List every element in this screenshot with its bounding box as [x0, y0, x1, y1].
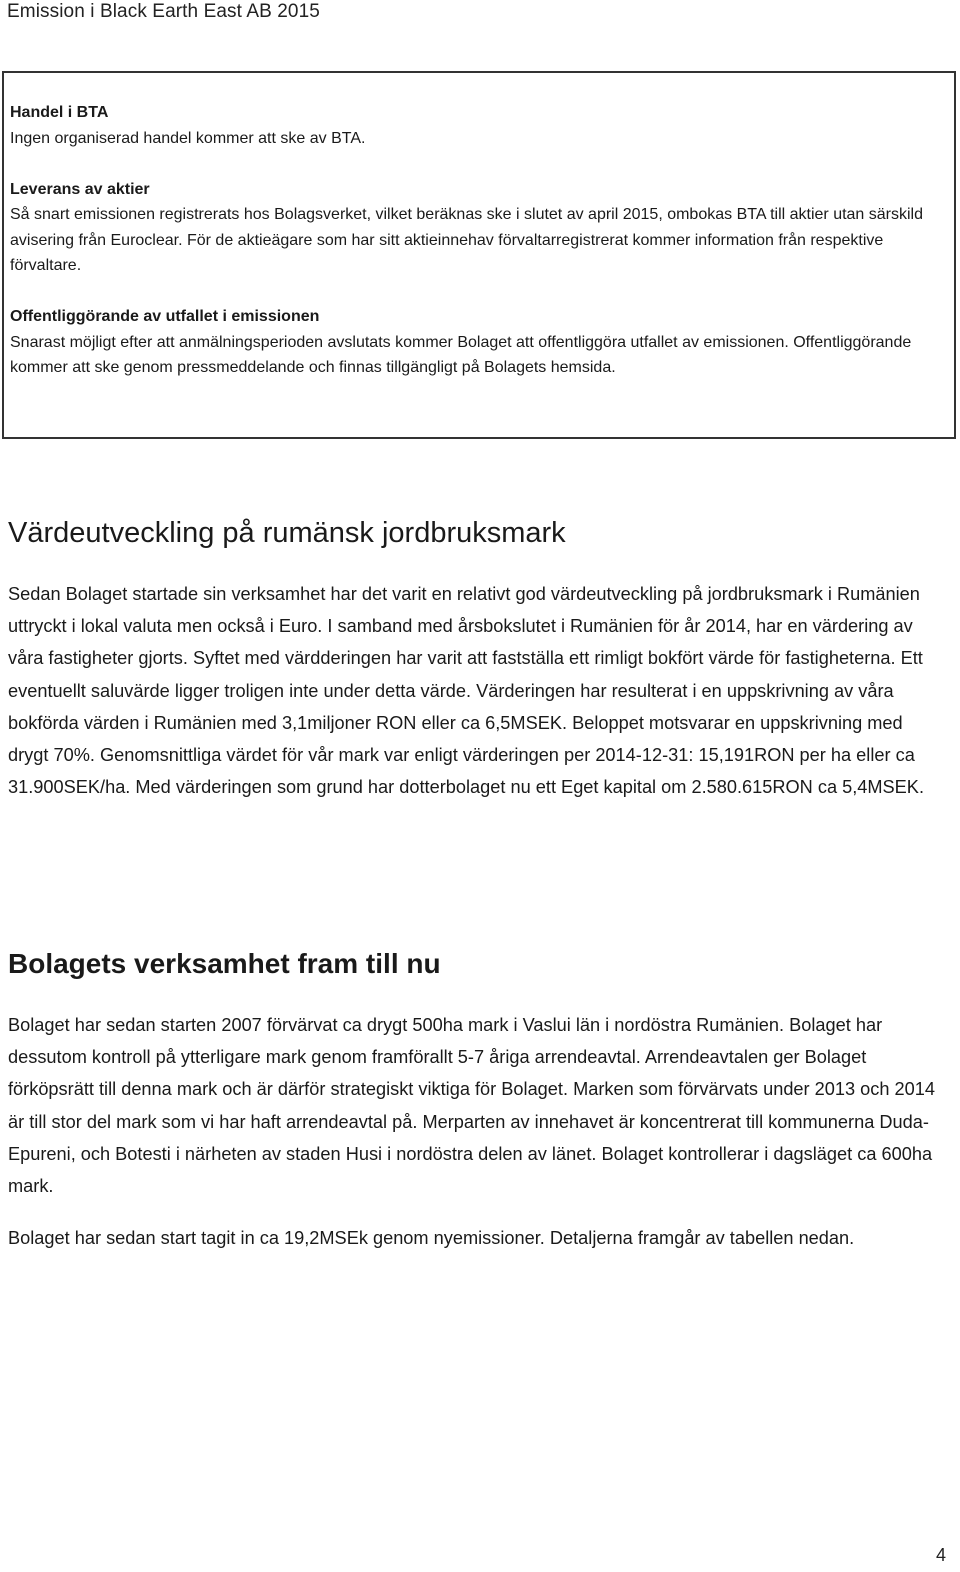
section-paragraph: Bolaget har sedan start tagit in ca 19,2MSEk genom nyemissioner. Detaljerna framgår av tabellen nedan.: [8, 1228, 855, 1249]
info-section-announcement: [10, 304, 945, 381]
section-paragraph: Bolaget har sedan starten 2007 förvärvat ca drygt 500ha mark i Vaslui län i nordöstra Rumänien. Bolaget har dessutom kontroll på ytterligare mark genom framförallt 5-7 åriga arrendeavtal. Arrendeavtalen ger Bolaget förköpsrätt till denna mark och är därför strategiskt viktiga för Bolaget. Marken som förvärvats under 2013 och 2014 är till stor del mark som vi har haft arrendeavtal på. Merparten av innehavet är koncentrerat till kommunerna Duda-Epureni, och Botesti i närheten av staden Husi i nordöstra delen av länet. Bolaget kontrollerar i dagsläget ca 600ha mark.: [8, 1015, 936, 1197]
info-text: Ingen organiserad handel kommer att ske av BTA.: [10, 129, 366, 147]
info-box: [2, 71, 956, 439]
document-header-title: Emission i Black Earth East AB 2015: [7, 1, 320, 22]
info-text: Så snart emissionen registrerats hos Bolagsverket, vilket beräknas ske i slutet av april 2015, ombokas BTA till aktier utan särskild avisering från Euroclear. För de aktieägare som har sitt aktieinnehav förvaltarregistrerat kommer information från respektive förvaltare.: [10, 206, 924, 274]
section-business-history: [8, 946, 948, 1254]
section-heading: Värdeutveckling på rumänsk jordbruksmark: [8, 517, 566, 549]
info-section-delivery: [10, 177, 945, 279]
info-box-content: [10, 100, 945, 406]
section-heading: Bolagets verksamhet fram till nu: [8, 948, 441, 979]
page-number: 4: [936, 1545, 947, 1565]
info-heading: Handel i BTA: [10, 104, 109, 121]
info-text: Snarast möjligt efter att anmälningsperioden avslutats kommer Bolaget att offentliggöra utfallet av emissionen. Offentliggörande kommer att ske genom pressmeddelande och finnas tillgängligt på Bolagets hemsida.: [10, 333, 912, 376]
info-heading: Leverans av aktier: [10, 180, 150, 198]
section-paragraph: Sedan Bolaget startade sin verksamhet har det varit en relativt god värdeutveckling på jordbruksmark i Rumänien uttryckt i lokal valuta men också i Euro. I samband med årsbokslutet i Rumänien för år 2014, har en värdering av våra fastigheter gjorts. Syftet med värdderingen har varit att fastställa ett rimligt bokfört värde för fastigheterna. Ett eventuellt saluvärde ligger troligen inte under detta värde. Värderingen har resulterat i en uppskrivning av våra bokförda värden i Rumänien med 3,1miljoner RON eller ca 6,5MSEK. Beloppet motsvarar en uppskrivning med drygt 70%. Genomsnittliga värdet för vår mark var enligt värderingen per 2014-12-31: 15,191RON per ha eller ca 31.900SEK/ha. Med värderingen som grund har dotterbolaget nu ett Eget kapital om 2.580.615RON ca 5,4MSEK.: [8, 584, 924, 798]
info-heading: Offentliggörande av utfallet i emissionen: [10, 308, 320, 325]
info-section-trading: [10, 100, 945, 151]
section-value-development: [8, 515, 948, 803]
